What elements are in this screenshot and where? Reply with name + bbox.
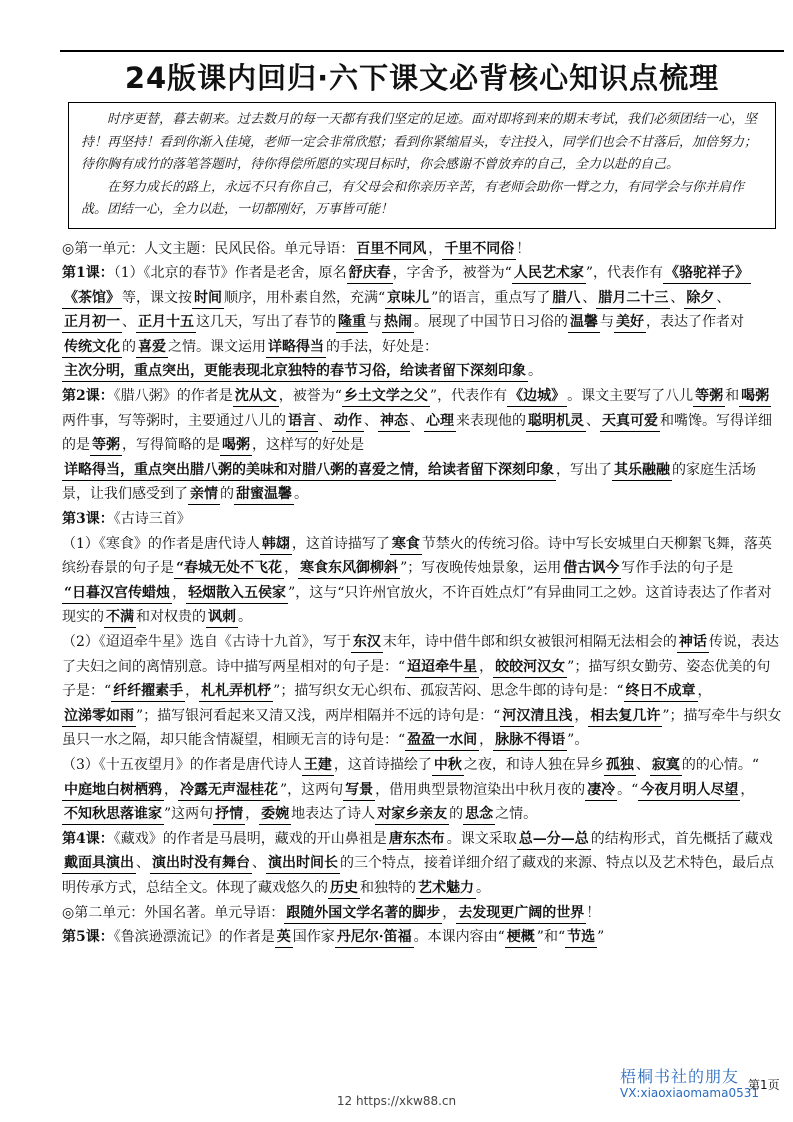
- text-run: 。: [294, 486, 308, 503]
- text-run: 的手法，好处是：: [326, 338, 438, 355]
- text-run: 的: [449, 806, 464, 823]
- text-run: 的结构形式，首先概括了藏戏: [590, 830, 773, 847]
- answer-blank: 梗概: [505, 928, 537, 948]
- watermark: [620, 1068, 759, 1102]
- text-run: 、: [670, 289, 685, 306]
- answer-blank: 神话: [677, 633, 709, 653]
- answer-blank: 寂寞: [650, 756, 682, 776]
- text-run: 国作家: [292, 929, 335, 946]
- text-run: ”，这与“只许州官放火，不许百姓点灯”有异曲同工之妙。这首诗表达了作者对现实的: [62, 584, 772, 626]
- text-run: ，借用典型景物渲染出中秋月夜的: [375, 781, 586, 798]
- text-run: ，: [479, 658, 494, 675]
- content-paragraph: [62, 532, 782, 630]
- text-run: 之情。课文运用: [168, 338, 266, 355]
- lesson-label: 第4课：: [62, 830, 114, 847]
- content-paragraph: [62, 261, 782, 384]
- text-run: 之情。: [495, 806, 538, 823]
- text-run: 。“: [617, 781, 639, 798]
- text-run: ，: [574, 707, 589, 724]
- text-run: 。: [238, 609, 252, 626]
- text-run: 末年，诗中借牛郎和织女被银河相隔无法相会的: [382, 634, 677, 650]
- page-title: 24版课内回归·六下课文必背核心知识点梳理: [124, 61, 720, 95]
- answer-blank: 节选: [565, 928, 597, 948]
- answer-blank: 艺术魅力: [416, 879, 476, 899]
- answer-blank: 聪明机灵: [526, 412, 586, 432]
- answer-blank: 温馨: [568, 313, 600, 333]
- answer-blank: 借古讽今: [561, 559, 621, 579]
- answer-blank: 泣涕零如雨: [62, 707, 136, 727]
- text-run: 和独特的: [360, 879, 416, 896]
- answer-blank: 思念: [463, 805, 495, 825]
- answer-blank: 不满: [104, 608, 136, 628]
- text-run: ”；描写织女无心织布、孤寂苦闷、思念牛郎的诗句是：“: [273, 683, 624, 700]
- watermark-line-1: 梧桐书社的朋友: [620, 1067, 740, 1086]
- answer-blank: 中庭地白树栖鸦: [62, 781, 164, 801]
- text-run: 的家庭生活场景，让我们感受到了: [62, 461, 756, 503]
- answer-blank: 抒情: [213, 805, 245, 825]
- text-run: ，: [245, 806, 260, 823]
- text-run: 的的心情。“: [681, 756, 760, 773]
- text-run: ，写得简略的是: [122, 437, 220, 454]
- answer-blank: 动作: [332, 412, 364, 432]
- answer-blank: 今夜月明人尽望: [638, 781, 740, 801]
- text-run: 、: [364, 412, 378, 429]
- answer-blank: 终日不成章: [624, 682, 698, 702]
- answer-blank: 正月十五: [136, 313, 196, 333]
- answer-blank: 寒食: [390, 535, 422, 555]
- answer-blank: 对家乡亲友: [375, 805, 449, 825]
- text-run: ，这首诗描写了: [291, 535, 390, 552]
- answer-blank: 千里不同俗: [442, 240, 516, 260]
- text-run: ”；描写银河看起来又清又浅，两岸相隔并不远的诗句是：“: [136, 707, 501, 724]
- text-run: 地表达了诗人: [291, 806, 376, 823]
- text-run: ”；描写牵牛与织女虽只一水之隔，却只能含情凝望，相顾无言的诗句是：“: [62, 707, 782, 749]
- answer-blank: 心理: [424, 412, 456, 432]
- answer-blank: 王建: [302, 756, 334, 776]
- text-run: 传说，表达了夫妇之间的离情别意。诗中描写两星相对的句子是：“: [62, 634, 779, 675]
- text-run: ，: [740, 781, 755, 798]
- text-run: ”，代表作有: [429, 388, 508, 405]
- answer-blank: 唐东杰布: [387, 830, 447, 850]
- text-run: ，: [164, 781, 178, 798]
- answer-blank: 韩翃: [260, 535, 292, 555]
- answer-blank: 喝粥: [220, 436, 252, 456]
- intro-paragraph-2: 在努力成长的路上，永远不只有你自己，有父母会和你亲历辛苦，有老师会助你一臂之力，有同学会与你并肩作战。团结一心，全力以赴，一切都刚好，万事皆可能！: [81, 179, 745, 217]
- answer-blank: 腊八: [550, 289, 582, 309]
- answer-blank: 美好: [614, 313, 646, 333]
- text-run: ，表达了作者对: [646, 314, 744, 331]
- content-paragraph: [62, 901, 782, 926]
- text-run: 、: [122, 314, 136, 331]
- intro-paragraph-1: 时序更替，暮去朝来。过去数月的每一天都有我们坚定的足迹。面对即将到来的期末考试，我们必须团结一心，坚持！再坚持！看到你渐入佳境，老师一定会非常欣慰；看到你紧缩眉头，专注投入，同学们也会不甘落后，加倍努力；待你胸有成竹的落笔答题时，待你得偿所愿的实现目标时，你会感谢不曾放弃的自己，全力以赴的自己。: [81, 112, 758, 172]
- answer-blank: 中秋: [432, 756, 464, 776]
- text-run: 。: [476, 879, 490, 896]
- lesson-label: 第2课：: [62, 388, 114, 405]
- text-run: ”的语言，重点写了: [431, 289, 551, 306]
- answer-blank: 沈从文: [233, 387, 279, 407]
- answer-blank: 委婉: [259, 805, 291, 825]
- text-run: 节禁火的传统习俗。诗中写长安城里白天柳絮飞舞，落英缤纷春景的句子是: [62, 535, 772, 577]
- lesson-label: 第5课：: [62, 929, 114, 946]
- text-run: 之夜，和诗人独在异乡: [463, 756, 604, 773]
- answer-blank: 喝粥: [739, 387, 771, 407]
- answer-blank: 孤独: [604, 756, 636, 776]
- answer-blank: 亲情: [188, 485, 220, 505]
- text-run: ，: [172, 584, 187, 601]
- text-run: 、: [318, 412, 332, 429]
- answer-blank: “日暮汉宫传蜡烛: [62, 584, 172, 604]
- answer-blank: 演出时没有舞台: [150, 854, 252, 874]
- page-number: 第1页: [748, 1078, 780, 1092]
- answer-blank: 传统文化: [62, 338, 122, 358]
- text-run: ◎第一单元：人文主题：民风民俗。单元导语：: [62, 240, 355, 257]
- answer-blank: 脉脉不得语: [493, 731, 567, 751]
- content-paragraph: [62, 384, 782, 507]
- text-run: 。展现了中国节日习俗的: [414, 314, 568, 331]
- answer-blank: 写景: [343, 781, 375, 801]
- text-run: 《藏戏》的作者是马晨明，藏戏的开山鼻祖是: [113, 830, 387, 847]
- answer-blank: 英: [275, 928, 293, 948]
- text-run: ，: [284, 560, 299, 577]
- answer-blank: 冷露无声湿桂花: [178, 781, 280, 801]
- text-run: 、: [136, 855, 150, 872]
- text-run: 这几天，写出了春节的: [196, 314, 336, 331]
- text-run: ”；描写织女勤劳、姿态优美的句子是：“: [62, 658, 771, 700]
- intro-box: [68, 102, 776, 229]
- answer-blank: 乡土文学之父: [342, 387, 430, 407]
- answer-blank: 讽刺: [206, 608, 238, 628]
- text-run: （3）《十五夜望月》的作者是唐代诗人: [62, 756, 302, 773]
- text-run: 与: [600, 314, 614, 331]
- text-run: 、: [410, 412, 424, 429]
- answer-blank: 神态: [378, 412, 410, 432]
- answer-blank: 语言: [286, 412, 318, 432]
- text-run: ，这样写的好处是: [252, 437, 364, 454]
- text-run: 、: [586, 412, 600, 429]
- answer-blank: 皎皎河汉女: [493, 658, 567, 678]
- answer-blank: 河汉清且浅: [500, 707, 574, 727]
- text-run: 和对权贵的: [136, 609, 206, 626]
- text-run: （2）《迢迢牵牛星》选自《古诗十九首》，写于: [62, 634, 351, 650]
- answer-blank: 主次分明，重点突出，更能表现北京独特的春节习俗，给读者留下深刻印象: [62, 362, 528, 382]
- footer-url: 12 https://xkw88.cn: [336, 1094, 457, 1108]
- lesson-label: 第1课：: [62, 265, 114, 282]
- answer-blank: 人民艺术家: [512, 264, 586, 284]
- answer-blank: 正月初一: [62, 313, 122, 333]
- text-run: 《鲁滨逊漂流记》的作者是: [113, 929, 275, 946]
- content-paragraph: [62, 630, 782, 753]
- text-run: 的: [220, 486, 234, 503]
- answer-blank: 除夕: [684, 289, 716, 309]
- answer-blank: 跟随外国文学名著的脚步: [284, 904, 442, 924]
- text-run: ，: [442, 904, 457, 921]
- answer-blank: 舒庆春: [347, 264, 393, 284]
- text-run: （1）《寒食》的作者是唐代诗人: [62, 535, 260, 552]
- text-run: 《古诗三首》: [113, 511, 191, 528]
- text-run: 和: [725, 388, 740, 405]
- text-run: ”，这两句: [280, 781, 344, 798]
- content-paragraph: [62, 925, 782, 950]
- content-paragraph: [62, 827, 782, 901]
- text-run: ”；写夜晚传烛景象，运用: [400, 560, 562, 577]
- answer-blank: 京味儿: [385, 289, 431, 309]
- text-run: ，: [185, 683, 200, 700]
- answer-blank: 《茶馆》: [62, 289, 122, 309]
- text-run: 与: [368, 314, 382, 331]
- text-run: ，字舍予，被誉为“: [392, 265, 512, 282]
- text-run: 。课文采取: [446, 830, 517, 847]
- answer-blank: 相去复几许: [588, 707, 662, 727]
- content-paragraph: [62, 507, 782, 532]
- text-run: ，: [479, 732, 494, 749]
- text-run: 。课文主要写了八儿: [567, 388, 694, 405]
- answer-blank: 详略得当，重点突出腊八粥的美味和对腊八粥的喜爱之情，给读者留下深刻印象: [62, 461, 556, 481]
- text-run: 、: [582, 289, 597, 306]
- text-run: ，: [428, 240, 443, 257]
- answer-blank: 喜爱: [136, 338, 168, 358]
- answer-blank: 不知秋思落谁家: [62, 805, 164, 825]
- text-run: 、: [635, 756, 650, 773]
- watermark-line-2: VX:xiaoxiaomama0531: [620, 1086, 759, 1100]
- answer-blank: 等粥: [90, 436, 122, 456]
- answer-blank: 凄冷: [585, 781, 617, 801]
- answer-blank: 演出时间长: [266, 854, 340, 874]
- answer-blank: 等粥: [693, 387, 725, 407]
- text-run: 《腊八粥》的作者是: [113, 388, 233, 405]
- answer-blank: 甜蜜温馨: [234, 485, 294, 505]
- text-run: 。本课内容由“: [413, 929, 505, 946]
- answer-blank: 腊月二十三: [596, 289, 670, 309]
- text-run: 顺序，用朴素自然，充满“: [224, 289, 386, 306]
- answer-blank: 盈盈一水间: [405, 731, 479, 751]
- content-body: [60, 237, 784, 950]
- lesson-label: 第3课：: [62, 511, 114, 528]
- text-run: ，被誉为“: [278, 388, 342, 405]
- answer-blank: 隆重: [336, 313, 368, 333]
- text-run: ”和“: [536, 929, 566, 946]
- answer-blank: 详略得当: [266, 338, 326, 358]
- answer-blank: 《骆驼祥子》: [663, 264, 751, 284]
- text-run: ！: [516, 240, 531, 257]
- answer-blank: 去发现更广阔的世界: [456, 904, 586, 924]
- text-run: 、: [716, 289, 731, 306]
- answer-blank: 百里不同风: [354, 240, 428, 260]
- answer-blank: 总—分—总: [517, 830, 591, 850]
- text-run: 的三个特点，接着详细介绍了藏戏的来源、特点以及艺术特色，最后点明传承方式，总结全文。体现了藏戏悠久的: [62, 855, 774, 896]
- answer-blank: 轻烟散入五侯家: [186, 584, 288, 604]
- text-run: ”，代表作有: [585, 265, 663, 282]
- text-run: ”。: [567, 732, 589, 749]
- document-page: [60, 52, 784, 950]
- answer-blank: 时间: [192, 289, 224, 309]
- text-run: 写作手法的句子是: [621, 560, 734, 577]
- text-run: 的: [122, 338, 136, 355]
- text-run: ”这两句: [164, 806, 214, 823]
- answer-blank: 丹尼尔·笛福: [335, 928, 414, 948]
- answer-blank: 札札弄机杼: [199, 682, 273, 702]
- text-run: 。: [528, 363, 542, 380]
- text-run: ！: [586, 904, 601, 921]
- text-run: 、: [252, 855, 266, 872]
- answer-blank: 其乐融融: [612, 461, 672, 481]
- text-run: 两件事，写等粥时，主要通过八儿的: [62, 412, 286, 429]
- text-run: 等，课文按: [122, 289, 192, 306]
- answer-blank: 天真可爱: [600, 412, 660, 432]
- answer-blank: 东汉: [351, 633, 383, 653]
- answer-blank: 《边城》: [507, 387, 567, 407]
- text-run: ”: [597, 929, 605, 946]
- text-run: 和嘴馋。写得详细的是: [62, 412, 772, 454]
- answer-blank: 历史: [328, 879, 360, 899]
- content-paragraph: [62, 753, 782, 827]
- text-run: ，这首诗描绘了: [333, 756, 432, 773]
- content-paragraph: [62, 237, 782, 262]
- answer-blank: 纤纤擢素手: [111, 682, 185, 702]
- text-run: ◎第二单元：外国名著。单元导语：: [62, 904, 285, 921]
- answer-blank: 热闹: [382, 313, 414, 333]
- answer-blank: 寒食东风御柳斜: [298, 559, 400, 579]
- answer-blank: 戴面具演出: [62, 854, 136, 874]
- text-run: ，: [697, 683, 712, 700]
- text-run: （1）《北京的春节》作者是老舍，原名: [113, 265, 347, 282]
- text-run: 来表现他的: [456, 412, 526, 429]
- text-run: ，写出了: [556, 461, 612, 478]
- answer-blank: “春城无处不飞花: [174, 559, 284, 579]
- answer-blank: 迢迢牵牛星: [405, 658, 479, 678]
